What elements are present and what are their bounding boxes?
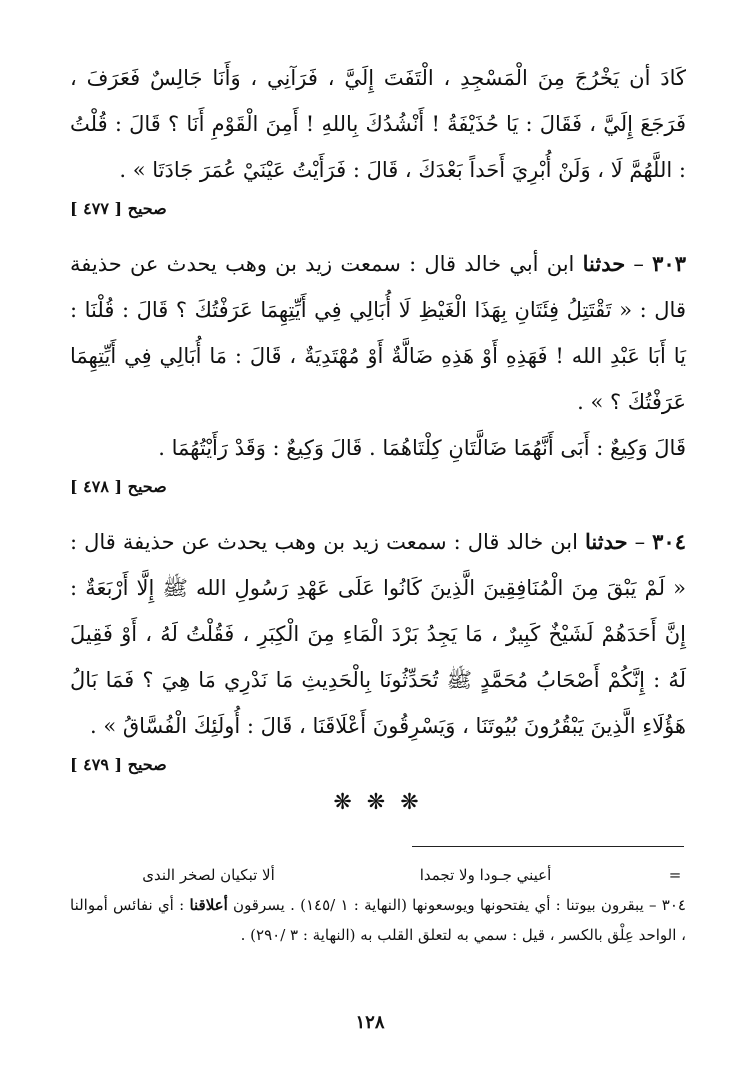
footnote-text-b: : أي نفائس أموالنا ، الواحد عِلْق بالكسر ، قيل : سمي به لتعلق القلب به (النهاية : ٣ /٢٩٠) . <box>70 896 686 944</box>
verse-hemistich-1: أعيني جـودا ولا تجمدا <box>419 866 552 884</box>
grade-478: صحيح [ ٤٧٨ ] <box>70 477 167 496</box>
page-body <box>70 55 686 817</box>
hadith-304-text: « لَمْ يَبْقَ مِنَ الْمُنَافِقِينَ الَّذِينَ كَانُوا عَلَى عَهْدِ رَسُولِ الله ﷺ إِلَّا أَرْبَعَةٌ : إِنَّ أَحَدَهُمْ لَشَيْخٌ كَبِيرٌ ، مَا يَجِدُ بَرْدَ الْمَاءِ مِنَ الْكِبَرِ ، فَقُلْتُ لَهُ ، أَوْ فَقِيلَ لَهُ : إِنَّكُمْ أَصْحَابُ مُحَمَّدٍ ﷺ تُحَدِّثُونَا بِالْحَدِيثِ مَا نَدْرِي مَا هِيَ ؟ فَمَا بَالُ هَؤُلَاءِ الَّذِينَ يَبْقُرُونَ بُيُوتَنَا ، وَيَسْرِقُونَ أَعْلَاقَنَا ، قَالَ : أُولَئِكَ الْفُسَّاقُ » . <box>70 576 686 738</box>
hadith-303 <box>70 241 686 425</box>
hadith-303-haddathana: حدثنا <box>582 251 626 276</box>
hadith-303-intro: ابن أبي خالد قال : سمعت زيد بن وهب يحدث عن حذيفة قال : <box>70 252 686 322</box>
hadith-304-haddathana: حدثنا <box>584 529 628 554</box>
footnote-number: ٣٠٤ – <box>649 896 686 914</box>
hadith-304-number: ٣٠٤ <box>652 529 686 554</box>
footnote-bold-word: أعلاقنا <box>189 896 228 914</box>
hadith-303-dash: – <box>633 252 644 276</box>
footnote-text-a: يبقرون بيوتنا : أي يفتحونها ويوسعونها (النهاية : ١ /١٤٥) . يسرقون <box>233 896 644 914</box>
hadith-304-dash: – <box>634 530 646 554</box>
page-number: ١٢٨ <box>355 1012 385 1033</box>
grade-479: صحيح [ ٤٧٩ ] <box>70 755 167 774</box>
hadith-304 <box>70 519 686 749</box>
hadith-304-intro: ابن خالد قال : سمعت زيد بن وهب يحدث عن حذيفة قال : <box>70 530 578 554</box>
continuation-paragraph: كَادَ أن يَخْرُجَ مِنَ الْمَسْجِدِ ، الْتَفَتَ إِلَيَّ ، فَرَآنِي ، وَأَنَا جَالِسٌ فَعَرَفَ ، فَرَجَعَ إِلَيَّ ، فَقَالَ : يَا حُذَيْفَةُ ! أَنْشُدُكَ بِاللهِ ! أَمِنَ الْقَوْمِ أَنَا ؟ قَالَ : قُلْتُ : اللَّهُمَّ لَا ، وَلَنْ أُبْرِيَ أَحَداً بَعْدَكَ ، قَالَ : فَرَأَيْتُ عَيْنَيْ عُمَرَ جَادَتَا » . <box>70 66 686 182</box>
hadith-303-number: ٣٠٣ <box>652 251 686 276</box>
section-separator-stars: ❋ ❋ ❋ <box>333 790 423 815</box>
hadith-303-waki: قَالَ وَكِيعٌ : أَبَى أَنَّهُمَا ضَالَّتَانِ كِلْتَاهُمَا . قَالَ وَكِيعٌ : وَقَدْ رَأَيْتُهُمَا . <box>158 436 686 460</box>
grade-477: صحيح [ ٤٧٧ ] <box>70 199 167 218</box>
footnotes <box>70 860 686 950</box>
footnote-verse <box>70 860 686 890</box>
footnote-304 <box>70 890 686 950</box>
verse-hemistich-2: ألا تبكيان لصخر الندى <box>142 866 275 884</box>
hadith-303-text: « تَقْتَتِلُ فِئَتَانِ بِهَذَا الْغَيْظِ لَا أُبَالِي فِي أَيِّتِهِمَا عَرَفْتُكَ ؟ قَالَ : قُلْنَا : يَا أَبَا عَبْدِ الله ! فَهَذِهِ أَوْ هَذِهِ ضَالَّةٌ أَوْ مُهْتَدِيَةٌ ، قَالَ : مَا أُبَالِي فِي أَيِّتِهِمَا عَرَفْتُكَ ؟ » . <box>70 298 686 414</box>
footnote-divider <box>412 846 684 847</box>
continuation-marker: = <box>668 866 682 884</box>
